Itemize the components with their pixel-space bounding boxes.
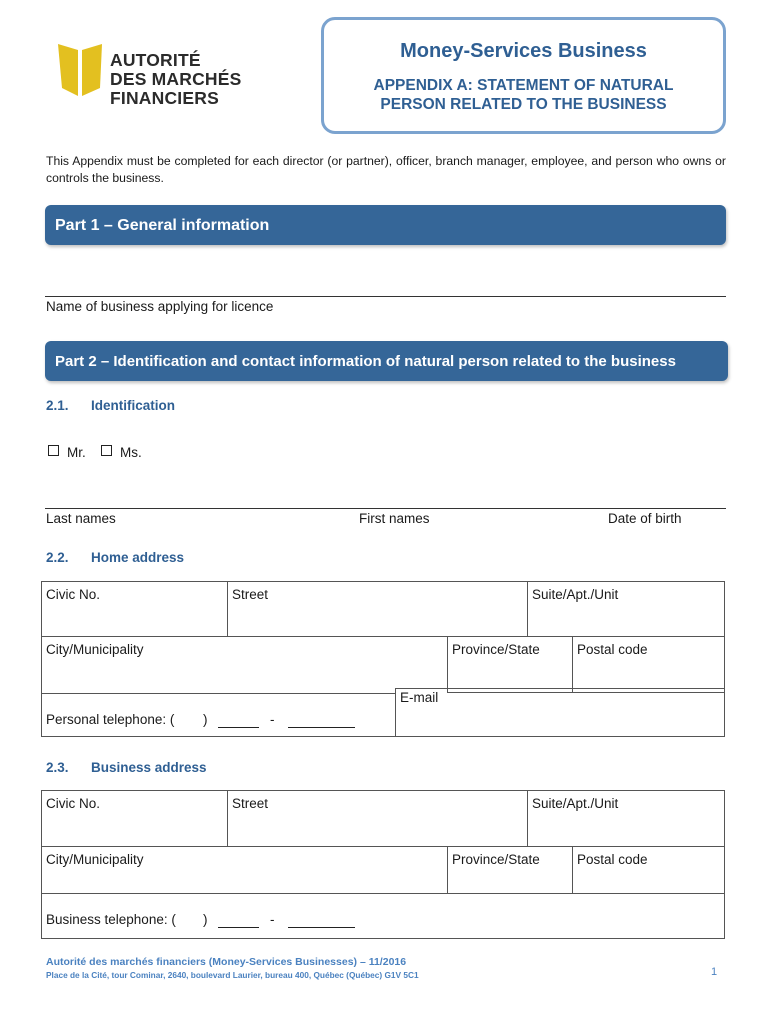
section-2-2-heading: Home address xyxy=(91,550,185,565)
business-street-label: Street xyxy=(232,796,269,811)
section-2-3-number: 2.3. xyxy=(46,760,69,775)
part1-header xyxy=(45,205,726,245)
home-street-label: Street xyxy=(232,587,269,602)
business-postal-code-label: Postal code xyxy=(577,852,648,867)
business-suite-field[interactable] xyxy=(528,791,724,847)
home-telephone-label: Personal telephone: ( xyxy=(46,712,175,727)
logo-line-2: DES MARCHÉS xyxy=(110,69,242,89)
section-2-1-number: 2.1. xyxy=(46,398,69,413)
business-telephone-close-paren: ) xyxy=(203,912,208,927)
home-civic-no-label: Civic No. xyxy=(46,587,101,602)
subtitle-line-1: APPENDIX A: STATEMENT OF NATURAL xyxy=(373,77,674,94)
part2-title: Part 2 – Identification and contact information of natural person related to the business xyxy=(55,353,676,370)
home-suite-field[interactable] xyxy=(528,582,724,637)
business-postal-code-field[interactable] xyxy=(573,847,724,894)
amf-logo-mark xyxy=(58,44,104,96)
document-subtitle xyxy=(324,76,723,114)
business-address-grid xyxy=(41,790,725,939)
logo-line-3: FINANCIERS xyxy=(110,88,219,108)
amf-logo xyxy=(58,44,258,114)
mr-checkbox[interactable] xyxy=(48,445,59,456)
logo-text xyxy=(110,51,242,108)
section-2-3-heading: Business address xyxy=(91,760,207,775)
page-number: 1 xyxy=(711,966,718,978)
business-telephone-number-line[interactable] xyxy=(288,927,355,928)
home-email-field[interactable] xyxy=(395,688,724,736)
business-street-field[interactable] xyxy=(228,791,528,847)
logo-line-1: AUTORITÉ xyxy=(110,50,201,70)
home-province-label: Province/State xyxy=(452,642,540,657)
part2-header xyxy=(45,341,728,381)
home-postal-code-field[interactable] xyxy=(573,637,724,693)
business-name-label: Name of business applying for licence xyxy=(46,299,274,314)
home-telephone-field[interactable] xyxy=(42,693,395,736)
home-address-grid xyxy=(41,581,725,737)
last-names-label: Last names xyxy=(46,511,116,526)
name-dob-field-line[interactable] xyxy=(45,508,726,509)
first-names-label: First names xyxy=(359,511,430,526)
home-suite-label: Suite/Apt./Unit xyxy=(532,587,619,602)
document-title: Money-Services Business xyxy=(400,40,647,62)
intro-text: This Appendix must be completed for each director (or partner), officer, branch manager, employee, and person who owns or controls the business. xyxy=(46,154,726,185)
business-telephone-field[interactable] xyxy=(42,894,724,938)
section-2-1-heading: Identification xyxy=(91,398,175,413)
home-city-label: City/Municipality xyxy=(46,642,144,657)
business-civic-no-field[interactable] xyxy=(42,791,228,847)
date-of-birth-label: Date of birth xyxy=(608,511,682,526)
footer-line-1: Autorité des marchés financiers (Money-Services Businesses) – 11/2016 xyxy=(46,956,407,968)
business-name-field[interactable] xyxy=(45,296,726,297)
ms-checkbox[interactable] xyxy=(101,445,112,456)
business-province-field[interactable] xyxy=(448,847,573,894)
part1-title: Part 1 – General information xyxy=(55,217,270,234)
section-2-2-number: 2.2. xyxy=(46,550,69,565)
business-city-label: City/Municipality xyxy=(46,852,144,867)
home-province-field[interactable] xyxy=(448,637,573,693)
title-box xyxy=(321,17,726,134)
home-telephone-exchange-line[interactable] xyxy=(218,727,259,728)
business-city-field[interactable] xyxy=(42,847,448,894)
business-civic-no-label: Civic No. xyxy=(46,796,101,811)
home-postal-code-label: Postal code xyxy=(577,642,648,657)
subtitle-line-2: PERSON RELATED TO THE BUSINESS xyxy=(380,96,667,113)
mr-label: Mr. xyxy=(67,445,86,460)
home-civic-no-field[interactable] xyxy=(42,582,228,637)
business-telephone-dash: - xyxy=(270,912,275,927)
ms-label: Ms. xyxy=(120,445,142,460)
business-province-label: Province/State xyxy=(452,852,540,867)
footer-line-2: Place de la Cité, tour Cominar, 2640, boulevard Laurier, bureau 400, Québec (Québec) G1V 5C1 xyxy=(46,970,419,980)
home-telephone-close-paren: ) xyxy=(203,712,208,727)
business-suite-label: Suite/Apt./Unit xyxy=(532,796,619,811)
business-telephone-label: Business telephone: ( xyxy=(46,912,176,927)
home-city-field[interactable] xyxy=(42,637,448,693)
home-telephone-number-line[interactable] xyxy=(288,727,355,728)
home-street-field[interactable] xyxy=(228,582,528,637)
home-email-label: E-mail xyxy=(400,690,439,705)
home-telephone-dash: - xyxy=(270,712,275,727)
business-telephone-exchange-line[interactable] xyxy=(218,927,259,928)
